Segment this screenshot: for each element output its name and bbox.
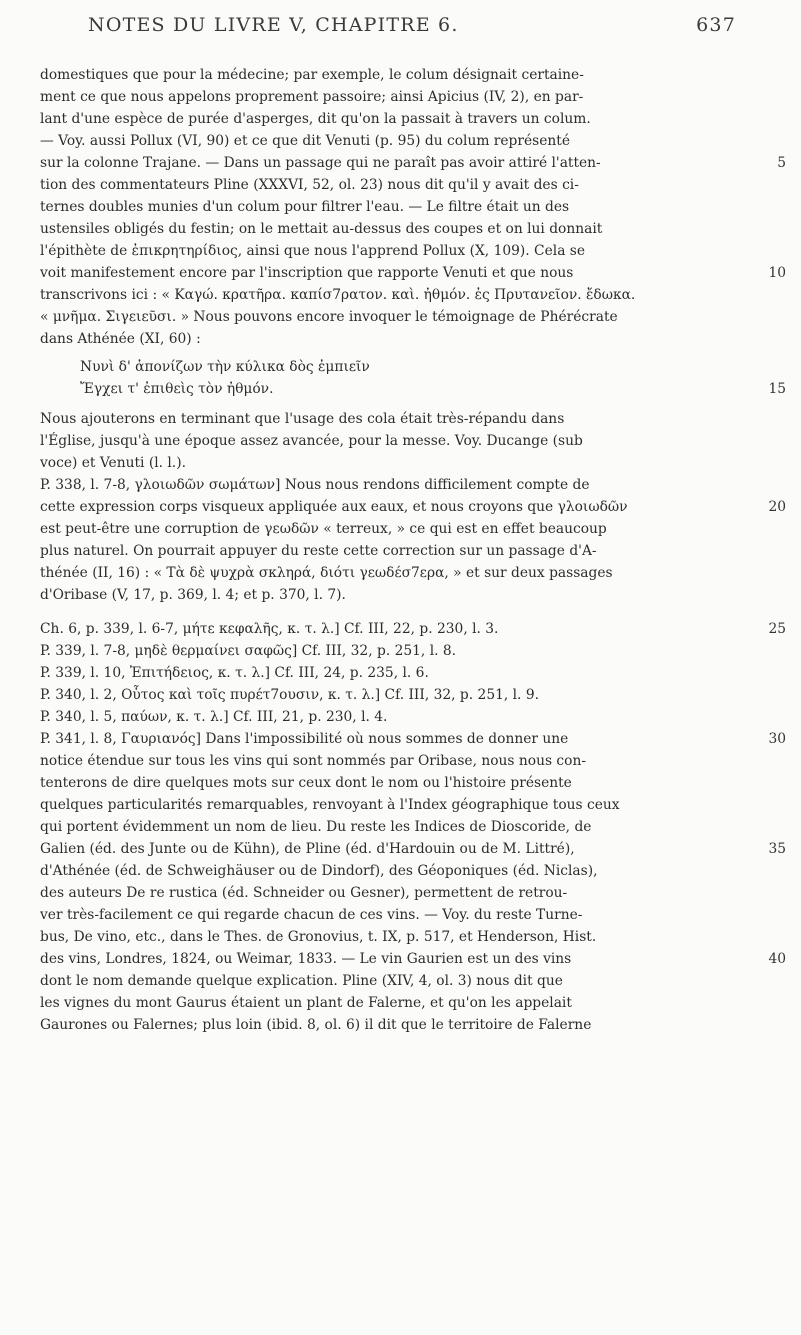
text-line: domestiques que pour la médecine; par exemple, le colum désignait certaine- [40,67,584,83]
text-line: ver très-facilement ce qui regarde chacun de ces vins. — Voy. du reste Turne- [40,907,583,923]
text-line: Nous ajouterons en terminant que l'usage des cola était très-répandu dans [40,411,565,427]
text-line: — Voy. aussi Pollux (VI, 90) et ce que dit Venuti (p. 95) du colum représenté [40,133,570,149]
text-line: les vignes du mont Gaurus étaient un plant de Falerne, et qu'on les appelait [40,995,572,1011]
text-line: P. 340, l. 2, Οὗτος καὶ τοῖς πυρέτ7ουσιν, κ. τ. λ.] Cf. III, 32, p. 251, l. 9. [40,687,539,703]
text-line: d'Oribase (V, 17, p. 369, l. 4; et p. 370, l. 7). [40,587,346,603]
text-line: tenterons de dire quelques mots sur ceux dont le nom ou l'histoire présente [40,775,572,791]
text-line: transcrivons ici : « Καγώ. κρατῆρα. καπίσ7ρατον. καὶ. ἠθμόν. ἐς Πρυτανεῖον. ἔδωκα. [40,287,636,303]
text-line: Galien (éd. des Junte ou de Kühn), de Pline (éd. d'Hardouin ou de M. Littré), [40,841,575,857]
text-line: ustensiles obligés du festin; on le mettait au-dessus des coupes et on lui donnait [40,221,603,237]
text-line: l'Église, jusqu'à une époque assez avancée, pour la messe. Voy. Ducange (sub [40,433,583,449]
text-line: Ch. 6, p. 339, l. 6-7, μήτε κεφαλῆς, κ. τ. λ.] Cf. III, 22, p. 230, l. 3. [40,621,499,637]
text-line: quelques particularités remarquables, renvoyant à l'Index géographique tous ceux [40,797,620,813]
text-line: dans Athénée (XI, 60) : [40,331,201,347]
text-line: P. 340, l. 5, παύων, κ. τ. λ.] Cf. III, 21, p. 230, l. 4. [40,709,388,725]
text-line: P. 339, l. 10, Ἐπιτήδειος, κ. τ. λ.] Cf. III, 24, p. 235, l. 6. [40,665,429,681]
text-line: d'Athénée (éd. de Schweighäuser ou de Dindorf), des Géoponiques (éd. Niclas), [40,863,598,879]
line-number: 20 [768,499,786,515]
text-line: voit manifestement encore par l'inscription que rapporte Venuti et que nous [40,265,574,281]
text-line: plus naturel. On pourrait appuyer du reste cette correction sur un passage d'A- [40,543,597,559]
text-line: voce) et Venuti (l. l.). [40,455,186,471]
text-line: notice étendue sur tous les vins qui sont nommés par Oribase, nous nous con- [40,753,587,769]
line-number: 35 [768,841,786,857]
text-line: des auteurs De re rustica (éd. Schneider ou Gesner), permettent de retrou- [40,885,568,901]
text-line: est peut-être une corruption de γεωδῶν « terreux, » ce qui est en effet beaucoup [40,521,607,537]
text-line: qui portent évidemment un nom de lieu. Du reste les Indices de Dioscoride, de [40,819,592,835]
text-line: l'épithète de ἐπικρητηρίδιος, ainsi que nous l'apprend Pollux (X, 109). Cela se [40,243,586,259]
verse-line: Νυνὶ δ' ἀπονίζων τὴν κύλικα δὸς ἐμπιεῖν [80,359,370,375]
text-line: ternes doubles munies d'un colum pour filtrer l'eau. — Le filtre était un des [40,199,570,215]
text-line: P. 339, l. 7-8, μηδὲ θερμαίνει σαφῶς] Cf. III, 32, p. 251, l. 8. [40,643,457,659]
text-line: thénée (II, 16) : « Τὰ δὲ ψυχρὰ σκληρά, διότι γεωδέσ7ερα, » et sur deux passages [40,565,613,581]
line-number: 15 [768,381,786,397]
line-number: 5 [777,155,786,171]
page-number: 637 [696,14,736,36]
running-title: NOTES DU LIVRE V, CHAPITRE 6. [88,14,459,36]
text-line: sur la colonne Trajane. — Dans un passage qui ne paraît pas avoir attiré l'atten- [40,155,601,171]
text-line: des vins, Londres, 1824, ou Weimar, 1833. — Le vin Gaurien est un des vins [40,951,572,967]
text-line: lant d'une espèce de purée d'asperges, dit qu'on la passait à travers un colum. [40,111,591,127]
text-line: P. 341, l. 8, Γαυριανός] Dans l'impossibilité où nous sommes de donner une [40,731,569,747]
text-line: « μνῆμα. Σιγειεῦσι. » Nous pouvons encore invoquer le témoignage de Phérécrate [40,309,618,325]
text-line: tion des commentateurs Pline (XXXVI, 52, ol. 23) nous dit qu'il y avait des ci- [40,177,579,193]
text-line: cette expression corps visqueux appliquée aux eaux, et nous croyons que γλοιωδῶν [40,499,628,515]
text-line: dont le nom demande quelque explication. Pline (XIV, 4, ol. 3) nous dit que [40,973,563,989]
text-line: bus, De vino, etc., dans le Thes. de Gronovius, t. IX, p. 517, et Henderson, Hist. [40,929,597,945]
line-number: 25 [768,621,786,637]
text-line: Gaurones ou Falernes; plus loin (ibid. 8, ol. 6) il dit que le territoire de Falerne [40,1017,592,1033]
verse-line: Ἔγχει τ' ἐπιθεὶς τὸν ἠθμόν. [80,381,274,397]
line-number: 40 [768,951,786,967]
text-line: P. 338, l. 7-8, γλοιωδῶν σωμάτων] Nous nous rendons difficilement compte de [40,477,590,493]
line-number: 10 [768,265,786,281]
text-line: ment ce que nous appelons proprement passoire; ainsi Apicius (IV, 2), en par- [40,89,584,105]
line-number: 30 [768,731,786,747]
